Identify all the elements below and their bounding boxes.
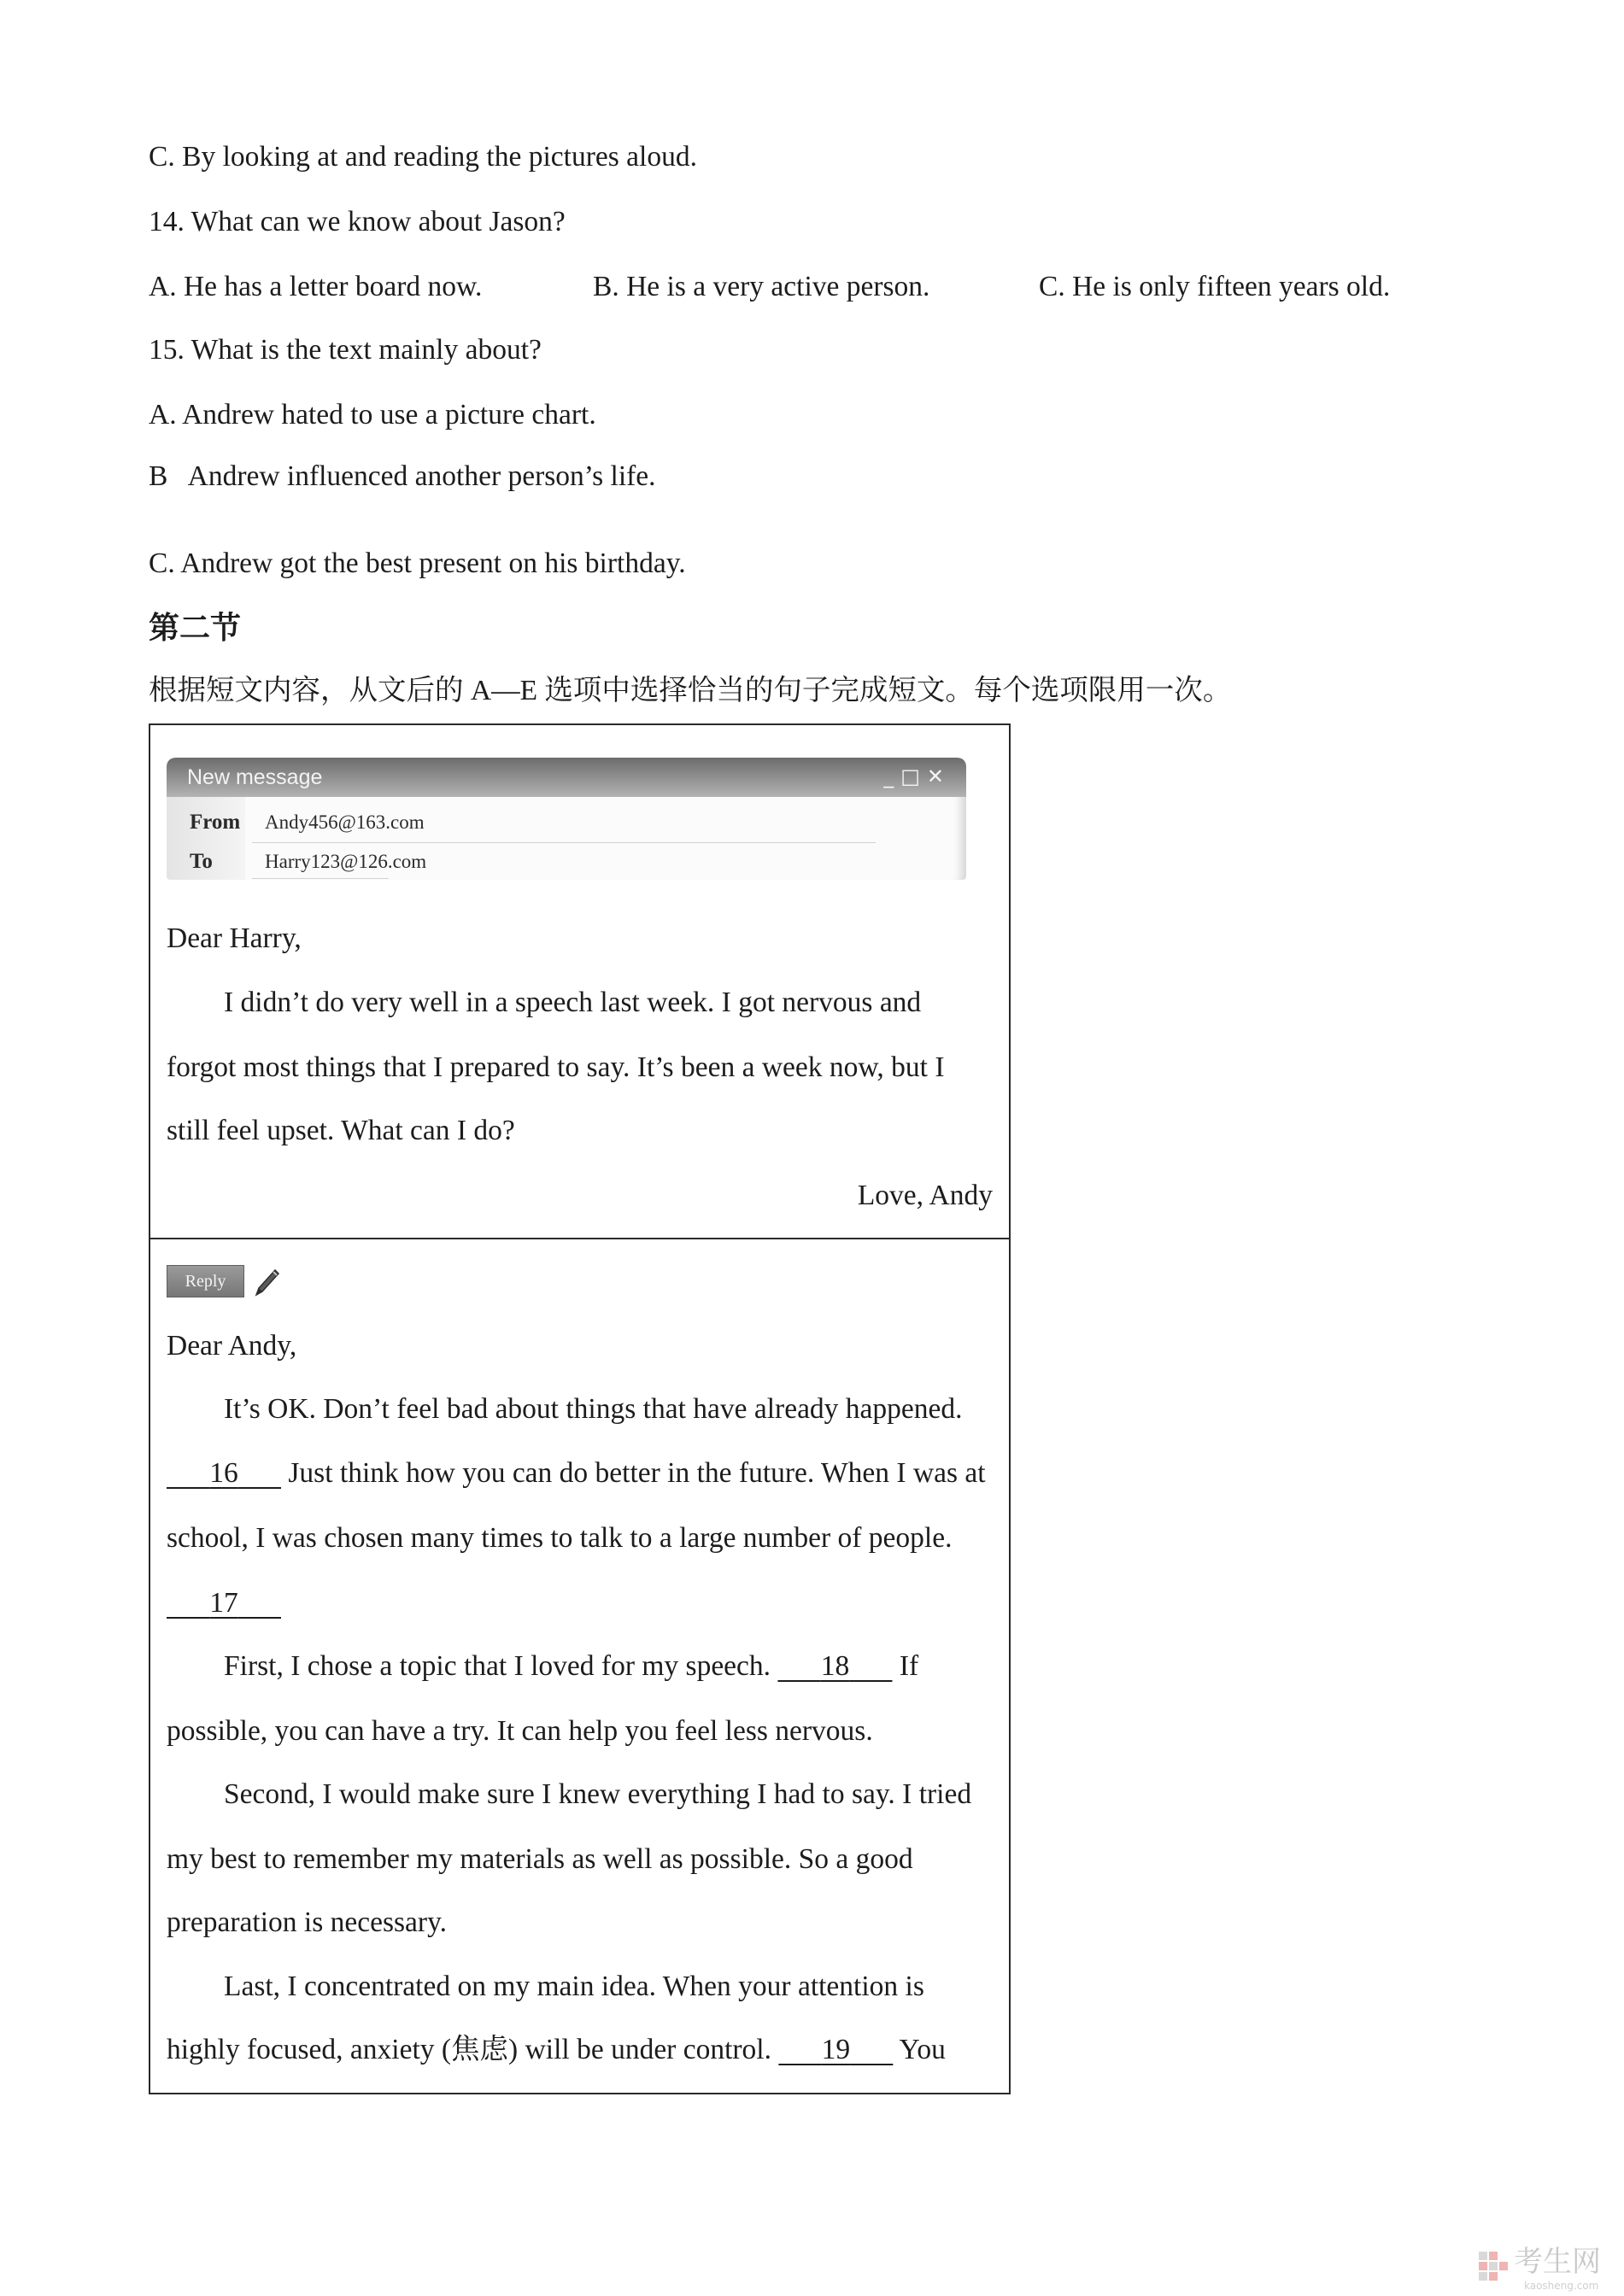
email-line: still feel upset. What can I do? [167, 1115, 515, 1146]
close-icon[interactable]: ✕ [926, 764, 944, 788]
pen-icon [251, 1266, 282, 1298]
q14-option-c: C. He is only fifteen years old. [1039, 271, 1391, 302]
from-value: Andy456@163.com [265, 811, 425, 833]
q15-option-b: B Andrew influenced another person’s life. [149, 460, 656, 492]
blank-number: 18 [820, 1650, 850, 1682]
reply-line-text: You [899, 2034, 946, 2065]
watermark-logo-icon [1477, 2250, 1510, 2284]
email-header [167, 758, 966, 880]
email-line: forgot most things that I prepared to say. It’s been a week now, but I [167, 1051, 945, 1083]
section-instructions: 根据短文内容，从文后的 A—E 选项中选择恰当的句子完成短文。每个选项限用一次。 [149, 675, 1232, 706]
reply-line: school, I was chosen many times to talk to a large number of people. [167, 1522, 953, 1554]
answer-blank-16 [167, 1457, 281, 1489]
email-greeting: Dear Harry, [167, 922, 302, 954]
blank-number: 17 [209, 1587, 238, 1619]
q14-option-a: A. He has a letter board now. [149, 271, 483, 302]
q13-option-c: C. By looking at and reading the pictures aloud. [149, 141, 697, 173]
to-value: Harry123@126.com [265, 851, 427, 872]
reply-greeting: Dear Andy, [167, 1330, 297, 1362]
section-title: 第二节 [149, 611, 242, 645]
reply-line-text: highly focused, anxiety (焦虑) will be under control. [167, 2034, 771, 2065]
reply-line: possible, you can have a try. It can help you feel less nervous. [167, 1715, 873, 1747]
passage-divider [149, 1238, 1011, 1239]
window-controls [876, 758, 944, 797]
q15-option-c: C. Andrew got the best present on his birthday. [149, 548, 686, 579]
reply-line: It’s OK. Don’t feel bad about things that have already happened. [224, 1393, 963, 1425]
q15-option-a: A. Andrew hated to use a picture chart. [149, 399, 596, 430]
reply-line: my best to remember my materials as well as possible. So a good [167, 1843, 913, 1875]
q14-option-b: B. He is a very active person. [593, 271, 930, 302]
blank-number: 16 [209, 1457, 238, 1489]
reply-line-text: If [899, 1650, 919, 1682]
reply-line [224, 1649, 918, 1684]
minimize-icon[interactable]: _ [883, 764, 894, 788]
reply-line [167, 1586, 281, 1620]
maximize-icon[interactable]: □ [900, 764, 920, 788]
email-signoff: Love, Andy [857, 1180, 993, 1211]
to-row-divider [252, 878, 389, 879]
reply-line-text: Just think how you can do better in the future. When I was at [288, 1457, 986, 1489]
reply-line [167, 2033, 946, 2067]
from-row-divider [252, 842, 876, 843]
reply-line-text: First, I chose a topic that I loved for my speech. [224, 1650, 771, 1682]
watermark-domain: kaosheng.com [1524, 2280, 1599, 2292]
email-window-title: New message [187, 765, 323, 789]
q15-stem: 15. What is the text mainly about? [149, 334, 542, 366]
email-title-bar [167, 758, 966, 797]
email-line: I didn’t do very well in a speech last week. I got nervous and [224, 987, 922, 1018]
reply-line [167, 1456, 986, 1491]
reply-button[interactable]: Reply [167, 1265, 244, 1297]
reply-line: preparation is necessary. [167, 1906, 448, 1938]
reply-line: Last, I concentrated on my main idea. When your attention is [224, 1971, 924, 2002]
q14-stem: 14. What can we know about Jason? [149, 206, 566, 237]
reply-line: Second, I would make sure I knew everything I had to say. I tried [224, 1778, 972, 1810]
watermark-brand: 考生网 [1514, 2245, 1601, 2279]
answer-blank-19 [778, 2034, 893, 2065]
answer-blank-18 [777, 1650, 892, 1682]
from-label: From [190, 811, 241, 834]
to-label: To [190, 850, 213, 873]
answer-blank-17 [167, 1587, 281, 1619]
blank-number: 19 [821, 2034, 851, 2065]
